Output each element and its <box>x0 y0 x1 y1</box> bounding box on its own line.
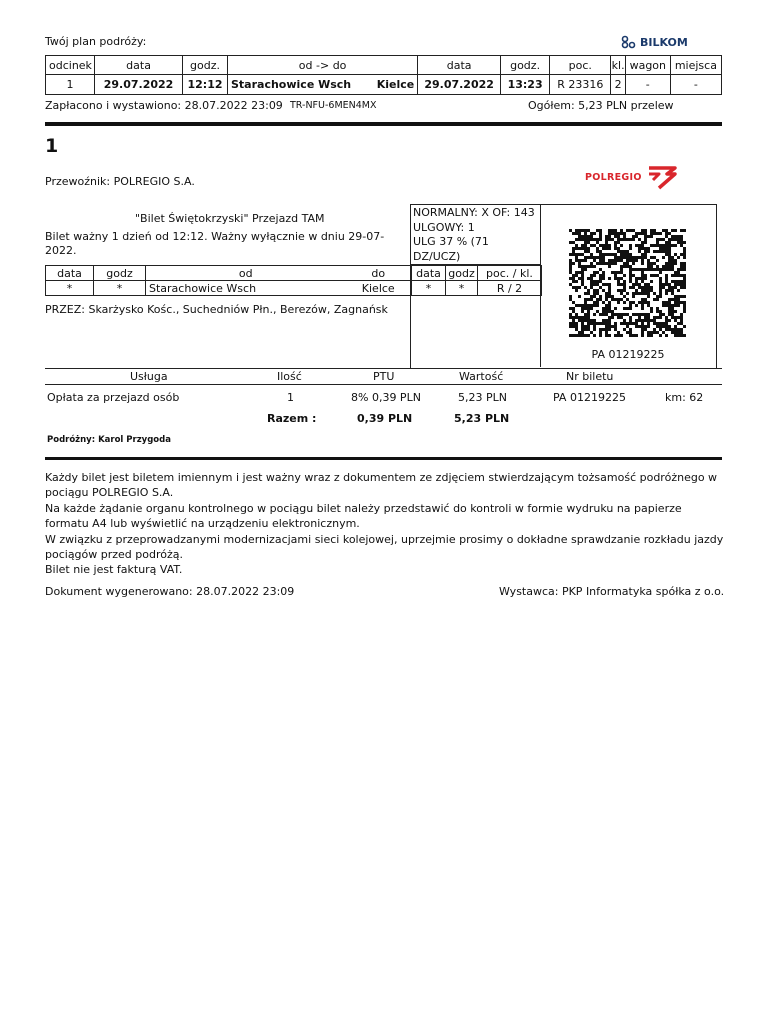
service-ticket-no: PA 01219225 <box>553 391 626 404</box>
polregio-logo <box>585 164 679 190</box>
route-from: Starachowice Wsch <box>231 78 352 91</box>
train-cell: R 23316 <box>550 75 611 95</box>
segment-cell: 1 <box>46 75 95 95</box>
cell: Starachowice Wsch <box>146 281 346 296</box>
bilkom-icon <box>621 35 637 49</box>
route-to: Kielce <box>376 78 415 91</box>
fare-lines <box>413 206 539 264</box>
aztec-barcode-icon <box>569 229 687 339</box>
header-cell: do <box>346 266 412 281</box>
header-cell: od -> do <box>228 56 418 75</box>
header-cell: data <box>418 56 501 75</box>
header-cell: Wartość <box>459 370 504 383</box>
ticket-validity: Bilet ważny 1 dzień od 12:12. Ważny wyłącznie w dniu 29-07-2022. <box>45 230 385 257</box>
cell: Kielce <box>346 281 412 296</box>
traveler: Podróżny: Karol Przygoda <box>47 435 171 445</box>
total-amount: Ogółem: 5,23 PLN przelew <box>528 99 674 112</box>
time-from-cell: 12:12 <box>183 75 228 95</box>
note-paragraph: Każdy bilet jest biletem imiennym i jest ważny wraz z dokumentem ze zdjęciem stwierdzającym tożsamość podróżnego w pociągu POLREGIO S.A. <box>45 471 718 499</box>
header-cell: data <box>46 266 94 281</box>
cell: * <box>412 281 446 296</box>
via-stations: PRZEZ: Skarżysko Kośc., Suchedniów Płn., Berezów, Zagnańsk <box>45 303 388 316</box>
header-cell: poc. / kl. <box>478 266 542 281</box>
divider <box>45 122 722 126</box>
header-cell: data <box>412 266 446 281</box>
date-from-cell: 29.07.2022 <box>95 75 183 95</box>
header-cell: godz. <box>501 56 550 75</box>
time-to-cell: 13:23 <box>501 75 550 95</box>
polregio-logo-text: POLREGIO <box>585 171 642 183</box>
fare-line: ULG 37 % (71 <box>413 235 489 248</box>
fare-line: ULGOWY: 1 <box>413 220 475 234</box>
service-qty: 1 <box>287 391 294 404</box>
wagon-cell: - <box>625 75 670 95</box>
header-cell: miejsca <box>670 56 721 75</box>
service-value: 5,23 PLN <box>458 391 507 404</box>
total-ptu: 0,39 PLN <box>357 412 413 425</box>
note-paragraph: W związku z przeprowadzanymi modernizacjami sieci kolejowej, uprzejmie prosimy o dokładne sprawdzanie rozkładu jazdy pociągów przed podróżą. <box>45 533 724 561</box>
total-value: 5,23 PLN <box>454 412 510 425</box>
header-cell: data <box>95 56 183 75</box>
paid-info: Zapłacono i wystawiono: 28.07.2022 23:09 <box>45 99 283 112</box>
route-table-row <box>46 75 722 95</box>
service-km: km: 62 <box>665 391 704 404</box>
header-cell: godz <box>94 266 146 281</box>
cell: * <box>94 281 146 296</box>
section-number: 1 <box>45 135 59 157</box>
total-label: Razem : <box>267 412 317 425</box>
issuer: Wystawca: PKP Informatyka spółka z o.o. <box>499 585 725 598</box>
header-cell: godz <box>446 266 478 281</box>
polregio-emblem-icon <box>645 164 679 190</box>
cell: * <box>46 281 94 296</box>
note-paragraph: Bilet nie jest fakturą VAT. <box>45 563 183 576</box>
ticket-table-header <box>46 266 542 281</box>
cell: * <box>446 281 478 296</box>
generated-date: Dokument wygenerowano: 28.07.2022 23:09 <box>45 585 295 598</box>
route-table-header <box>46 56 722 75</box>
bilkom-label: BILKOM <box>640 35 688 49</box>
service-name: Opłata za przejazd osób <box>47 391 180 404</box>
service-ptu: 8% 0,39 PLN <box>351 391 421 404</box>
fare-line: NORMALNY: X OF: 143 <box>413 206 535 219</box>
header-cell: Nr biletu <box>566 370 614 383</box>
header-cell: poc. <box>550 56 611 75</box>
divider <box>45 384 722 385</box>
ticket-name: "Bilet Świętokrzyski" Przejazd TAM <box>135 212 325 225</box>
ticket-table <box>45 265 542 296</box>
divider <box>45 457 722 460</box>
header-cell: odcinek <box>46 56 95 75</box>
divider <box>45 368 722 369</box>
seats-cell: - <box>670 75 721 95</box>
page-title: Twój plan podróży: <box>45 35 147 48</box>
route-cell <box>228 75 418 95</box>
header-cell: Usługa <box>130 370 168 383</box>
header-cell: kl. <box>611 56 625 75</box>
header-cell: Ilość <box>277 370 302 383</box>
note-paragraph: Na każde żądanie organu kontrolnego w pociągu bilet należy przedstawić do kontroli w formie wydruku na papierze formatu A4 lub wyświetlić na urządzeniu elektronicznym. <box>45 502 682 530</box>
fare-line: DZ/UCZ) <box>413 249 461 263</box>
route-table <box>45 55 722 95</box>
carrier-label: Przewoźnik: POLREGIO S.A. <box>45 175 195 188</box>
bilkom-logo <box>621 35 688 49</box>
ticket-table-row <box>46 281 542 296</box>
header-cell: od <box>146 266 346 281</box>
header-cell: wagon <box>625 56 670 75</box>
cell: R / 2 <box>478 281 542 296</box>
class-cell: 2 <box>611 75 625 95</box>
transaction-code: TR-NFU-6MEN4MX <box>290 100 377 111</box>
ticket-number: PA 01219225 <box>591 348 665 361</box>
header-cell: PTU <box>373 370 395 383</box>
date-to-cell: 29.07.2022 <box>418 75 501 95</box>
header-cell: godz. <box>183 56 228 75</box>
